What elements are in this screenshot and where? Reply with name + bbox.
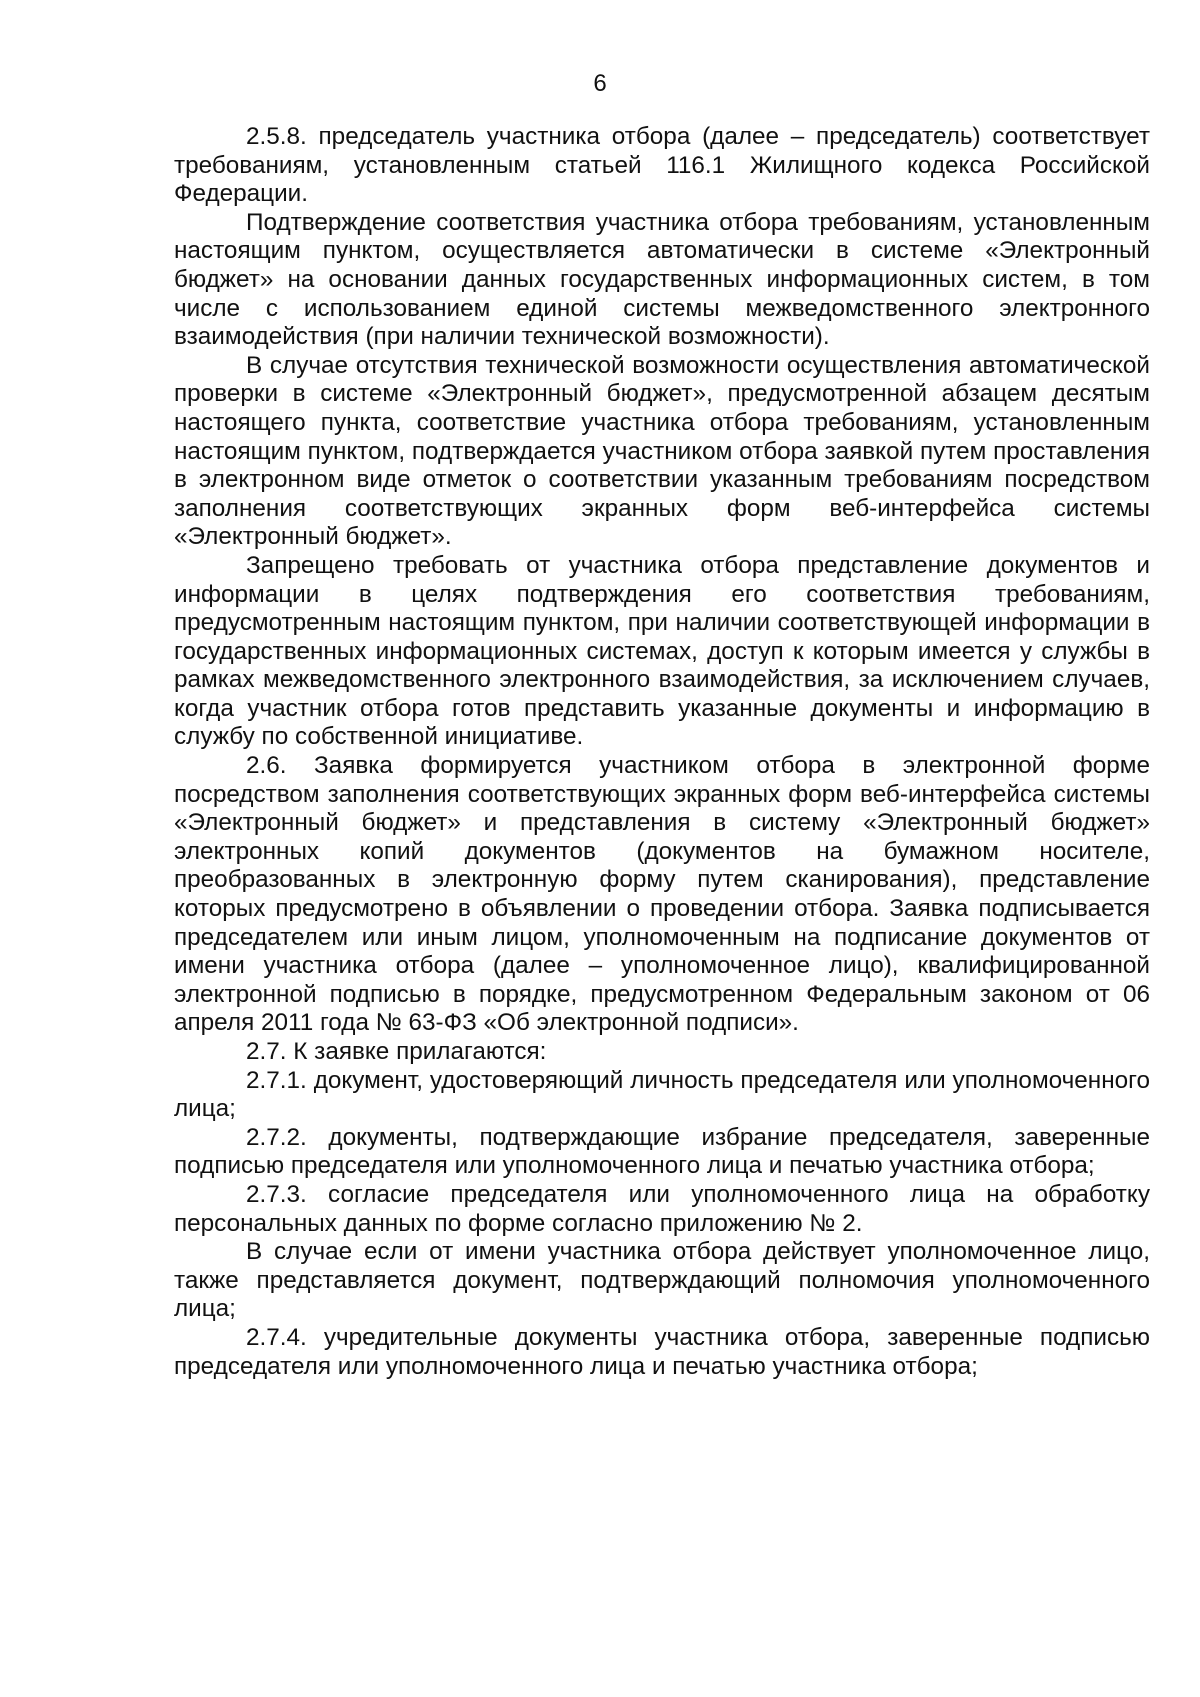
- paragraph-2-5-8: 2.5.8. председатель участника отбора (далее – председатель) соответствует требованиям, установленным статьей 116.1 Жилищного кодекса Российской Федерации.: [174, 123, 1150, 208]
- paragraph-no-technical-possibility: В случае отсутствия технической возможности осуществления автоматической проверки в системе «Электронный бюджет», предусмотренной абзацем десятым настоящего пункта, соответствие участника отбора требованиям, установленным настоящим пунктом, подтверждается участником отбора заявкой путем проставления в электронном виде отметок о соответствии указанным требованиям посредством заполнения соответствующих экранных форм веб-интерфейса системы «Электронный бюджет».: [174, 351, 1150, 551]
- paragraph-prohibition: Запрещено требовать от участника отбора представление документов и информации в целях подтверждения его соответствия требованиям, предусмотренным настоящим пунктом, при наличии соответствующей информации в государственных информационных системах, доступ к которым имеется у службы в рамках межведомственного электронного взаимодействия, за исключением случаев, когда участник отбора готов представить указанные документы и информацию в службу по собственной инициативе.: [174, 551, 1150, 751]
- document-body: [174, 123, 1150, 1381]
- paragraph-2-6: 2.6. Заявка формируется участником отбора в электронной форме посредством заполнения соответствующих экранных форм веб-интерфейса системы «Электронный бюджет» и представления в систему «Электронный бюджет» электронных копий документов (документов на бумажном носителе, преобразованных в электронную форму путем сканирования), представление которых предусмотрено в объявлении о проведении отбора. Заявка подписывается председателем или иным лицом, уполномоченным на подписание документов от имени участника отбора (далее – уполномоченное лицо), квалифицированной электронной подписью в порядке, предусмотренном Федеральным законом от 06 апреля 2011 года № 63-ФЗ «Об электронной подписи».: [174, 752, 1150, 1037]
- paragraph-2-7-1: 2.7.1. документ, удостоверяющий личность председателя или уполномоченного лица;: [174, 1066, 1150, 1123]
- paragraph-2-7-4: 2.7.4. учредительные документы участника отбора, заверенные подписью председателя или уполномоченного лица и печатью участника отбора;: [174, 1323, 1150, 1380]
- page-number: 6: [593, 70, 607, 97]
- paragraph-authorized-person: В случае если от имени участника отбора действует уполномоченное лицо, также представляется документ, подтверждающий полномочия уполномоченного лица;: [174, 1238, 1150, 1323]
- paragraph-2-7-2: 2.7.2. документы, подтверждающие избрание председателя, заверенные подписью председателя или уполномоченного лица и печатью участника отбора;: [174, 1123, 1150, 1180]
- paragraph-2-7: 2.7. К заявке прилагаются:: [246, 1038, 547, 1065]
- paragraph-confirmation-automatic: Подтверждение соответствия участника отбора требованиям, установленным настоящим пунктом, осуществляется автоматически в системе «Электронный бюджет» на основании данных государственных информационных систем, в том числе с использованием единой системы межведомственного электронного взаимодействия (при наличии технической возможности).: [174, 208, 1150, 351]
- paragraph-2-7-3: 2.7.3. согласие председателя или уполномоченного лица на обработку персональных данных по форме согласно приложению № 2.: [174, 1180, 1150, 1237]
